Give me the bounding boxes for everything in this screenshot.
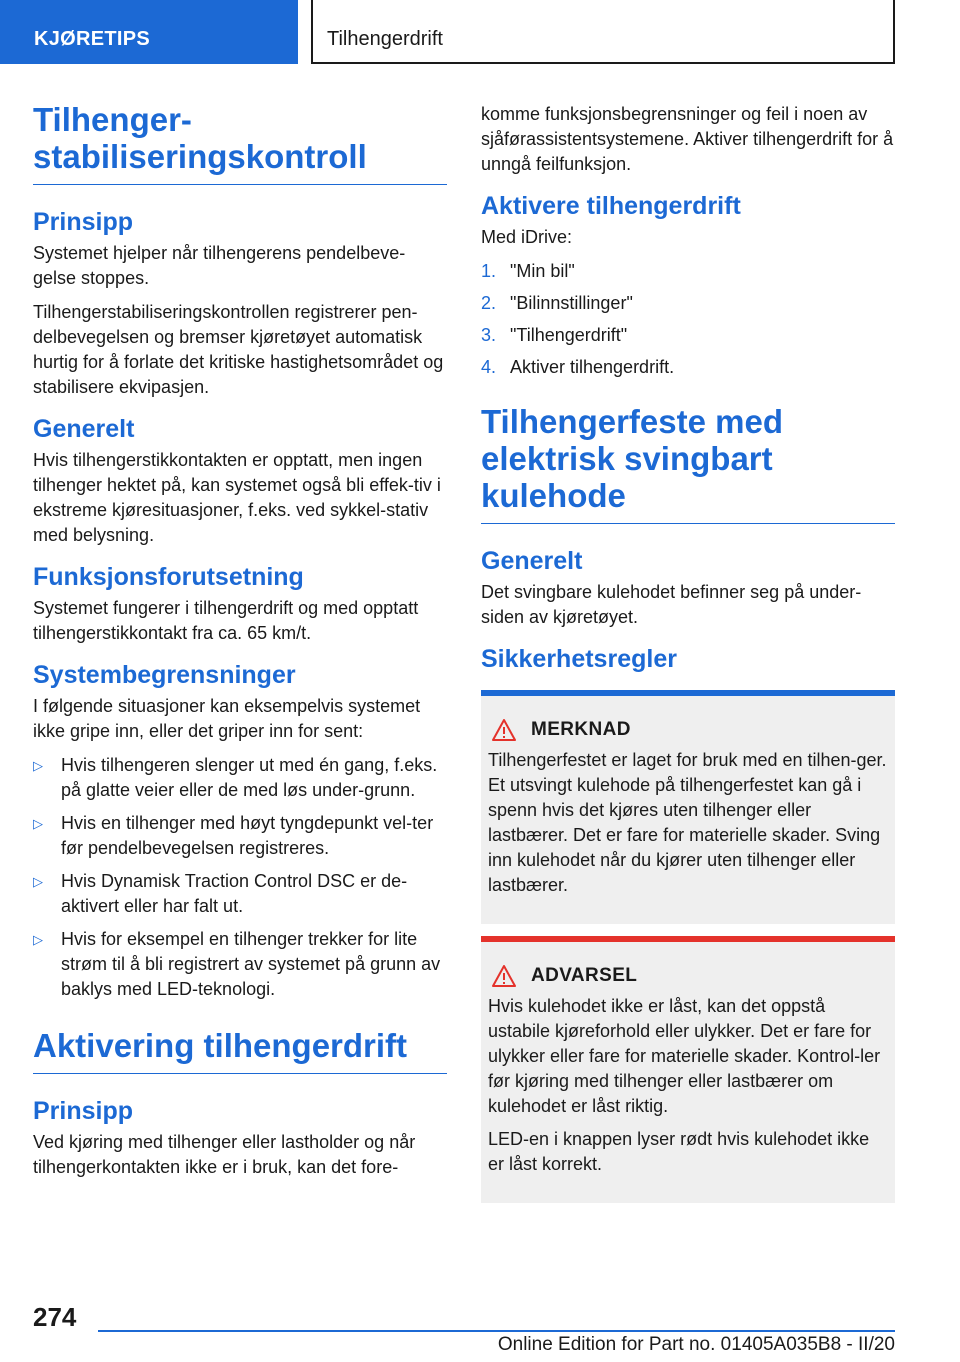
heading-prinsipp: Prinsipp	[33, 1096, 134, 1125]
paragraph: Tilhengerstabiliseringskontrollen registrerer pen-delbevegelsen og bremser kjøretøyet automatisk hurtig for å forlate det kritiske hastighetsområdet og stabilisere ekvipasjen.	[33, 301, 444, 397]
triangle-bullet-icon: ▷	[33, 931, 43, 947]
notice-text: LED-en i knappen lyser rødt hvis kulehodet ikke er låst korrekt.	[488, 1128, 870, 1174]
section-aktivere	[481, 191, 895, 380]
step-text: "Min bil"	[510, 261, 575, 281]
footer-divider	[98, 1330, 895, 1332]
list-item-text: Hvis tilhengeren slenger ut med én gang, f.eks. på glatte veier eller de med løs under-grunn.	[61, 754, 438, 800]
heading-funksjonsforutsetning: Funksjonsforutsetning	[33, 562, 304, 591]
step-item	[481, 259, 895, 284]
section-prinsipp	[33, 207, 447, 400]
heading-generelt: Generelt	[481, 546, 583, 575]
notice-advarsel	[481, 936, 895, 1203]
left-column	[33, 102, 447, 1194]
step-text: "Bilinnstillinger"	[510, 293, 633, 313]
list-item-text: Hvis en tilhenger med høyt tyngdepunkt vel-ter før pendelbevegelsen registreres.	[61, 812, 434, 858]
heading-prinsipp: Prinsipp	[33, 207, 134, 236]
list-item	[33, 753, 447, 803]
paragraph: Det svingbare kulehodet befinner seg på under-siden av kjøretøyet.	[481, 581, 862, 627]
warning-triangle-icon	[491, 718, 517, 742]
warning-triangle-icon	[491, 964, 517, 988]
paragraph: Med iDrive:	[481, 227, 573, 247]
title-stabilisering: Tilhenger-stabiliseringskontroll	[33, 102, 447, 185]
list-item-text: Hvis for eksempel en tilhenger trekker for lite strøm til å bli registrert av systemet på grunn av baklys med LED-teknologi.	[61, 928, 441, 999]
heading-systembegrensninger: Systembegrensninger	[33, 660, 296, 689]
heading-generelt: Generelt	[33, 414, 135, 443]
triangle-bullet-icon: ▷	[33, 873, 43, 889]
chapter-tab: KJØRETIPS	[0, 0, 298, 64]
steps-list	[481, 259, 895, 380]
step-item	[481, 291, 895, 316]
step-text: "Tilhengerdrift"	[510, 325, 628, 345]
triangle-bullet-icon: ▷	[33, 815, 43, 831]
section-begrensninger	[33, 660, 447, 1002]
paragraph-continued: komme funksjonsbegrensninger og feil i noen av sjåførassistentsystemene. Aktiver tilhengerdrift for å unngå feilfunksjon.	[481, 104, 894, 174]
section-funksjon	[33, 562, 447, 646]
section-generelt	[33, 414, 447, 548]
step-item	[481, 355, 895, 380]
paragraph: Systemet hjelper når tilhengerens pendelbeve-gelse stoppes.	[33, 242, 406, 288]
list-item	[33, 869, 447, 919]
notice-header	[488, 718, 887, 742]
paragraph: I følgende situasjoner kan eksempelvis systemet ikke gripe inn, eller det griper inn for sent:	[33, 695, 421, 741]
notice-label: MERKNAD	[531, 718, 631, 740]
step-number: 4.	[481, 357, 497, 377]
section-aktivering-prinsipp	[33, 1096, 447, 1180]
notice-header	[488, 964, 887, 988]
heading-sikkerhetsregler: Sikkerhetsregler	[481, 644, 677, 673]
title-tilhengerfeste: Tilhengerfeste med elektrisk svingbart kulehode	[481, 404, 895, 524]
title-aktivering: Aktivering tilhengerdrift	[33, 1028, 447, 1074]
step-number: 1.	[481, 261, 497, 281]
limitations-list	[33, 753, 447, 1002]
list-item-text: Hvis Dynamisk Traction Control DSC er de-aktivert eller har falt ut.	[61, 870, 408, 916]
triangle-bullet-icon: ▷	[33, 757, 43, 773]
page-number: 274	[33, 1302, 77, 1332]
paragraph: Hvis tilhengerstikkontakten er opptatt, men ingen tilhenger hektet på, kan systemet også bli effek-tiv i ekstreme kjøresituasjoner, f.eks. ved sykkel-stativ med belysning.	[33, 449, 441, 545]
right-column	[481, 102, 895, 1215]
paragraph: Systemet fungerer i tilhengerdrift og med opptatt tilhengerstikkontakt fra ca. 65 km/t.	[33, 597, 419, 643]
notice-merknad	[481, 690, 895, 924]
step-number: 3.	[481, 325, 497, 345]
step-item	[481, 323, 895, 348]
edition-note: Online Edition for Part no. 01405A035B8 - II/20	[497, 1334, 895, 1355]
step-text: Aktiver tilhengerdrift.	[510, 357, 675, 377]
list-item	[33, 927, 447, 1002]
section-feste-generelt	[481, 546, 895, 630]
notice-text: Tilhengerfestet er laget for bruk med en tilhen-ger. Et utsvingt kulehode på tilhengerfestet kan gå i spenn hvis det kjøres uten tilhenger eller lastbærer. Det er fare for materielle skader. Sving inn kulehodet når du kjører uten tilhenger eller lastbærer.	[488, 749, 887, 895]
notice-text: Hvis kulehodet ikke er låst, kan det oppstå ustabile kjøreforhold eller ulykker. Det er fare for ulykker eller fare for materielle skader. Kontrol-ler før kjøring med tilhenger eller lastbærer om kulehodet er låst riktig.	[488, 995, 881, 1116]
paragraph: Ved kjøring med tilhenger eller lastholder og når tilhengerkontakten ikke er i bruk, kan det fore-	[33, 1131, 416, 1177]
heading-aktivere: Aktivere tilhengerdrift	[481, 192, 741, 220]
list-item	[33, 811, 447, 861]
notice-label: ADVARSEL	[531, 964, 638, 986]
section-header: Tilhengerdrift	[311, 0, 895, 64]
step-number: 2.	[481, 293, 497, 313]
